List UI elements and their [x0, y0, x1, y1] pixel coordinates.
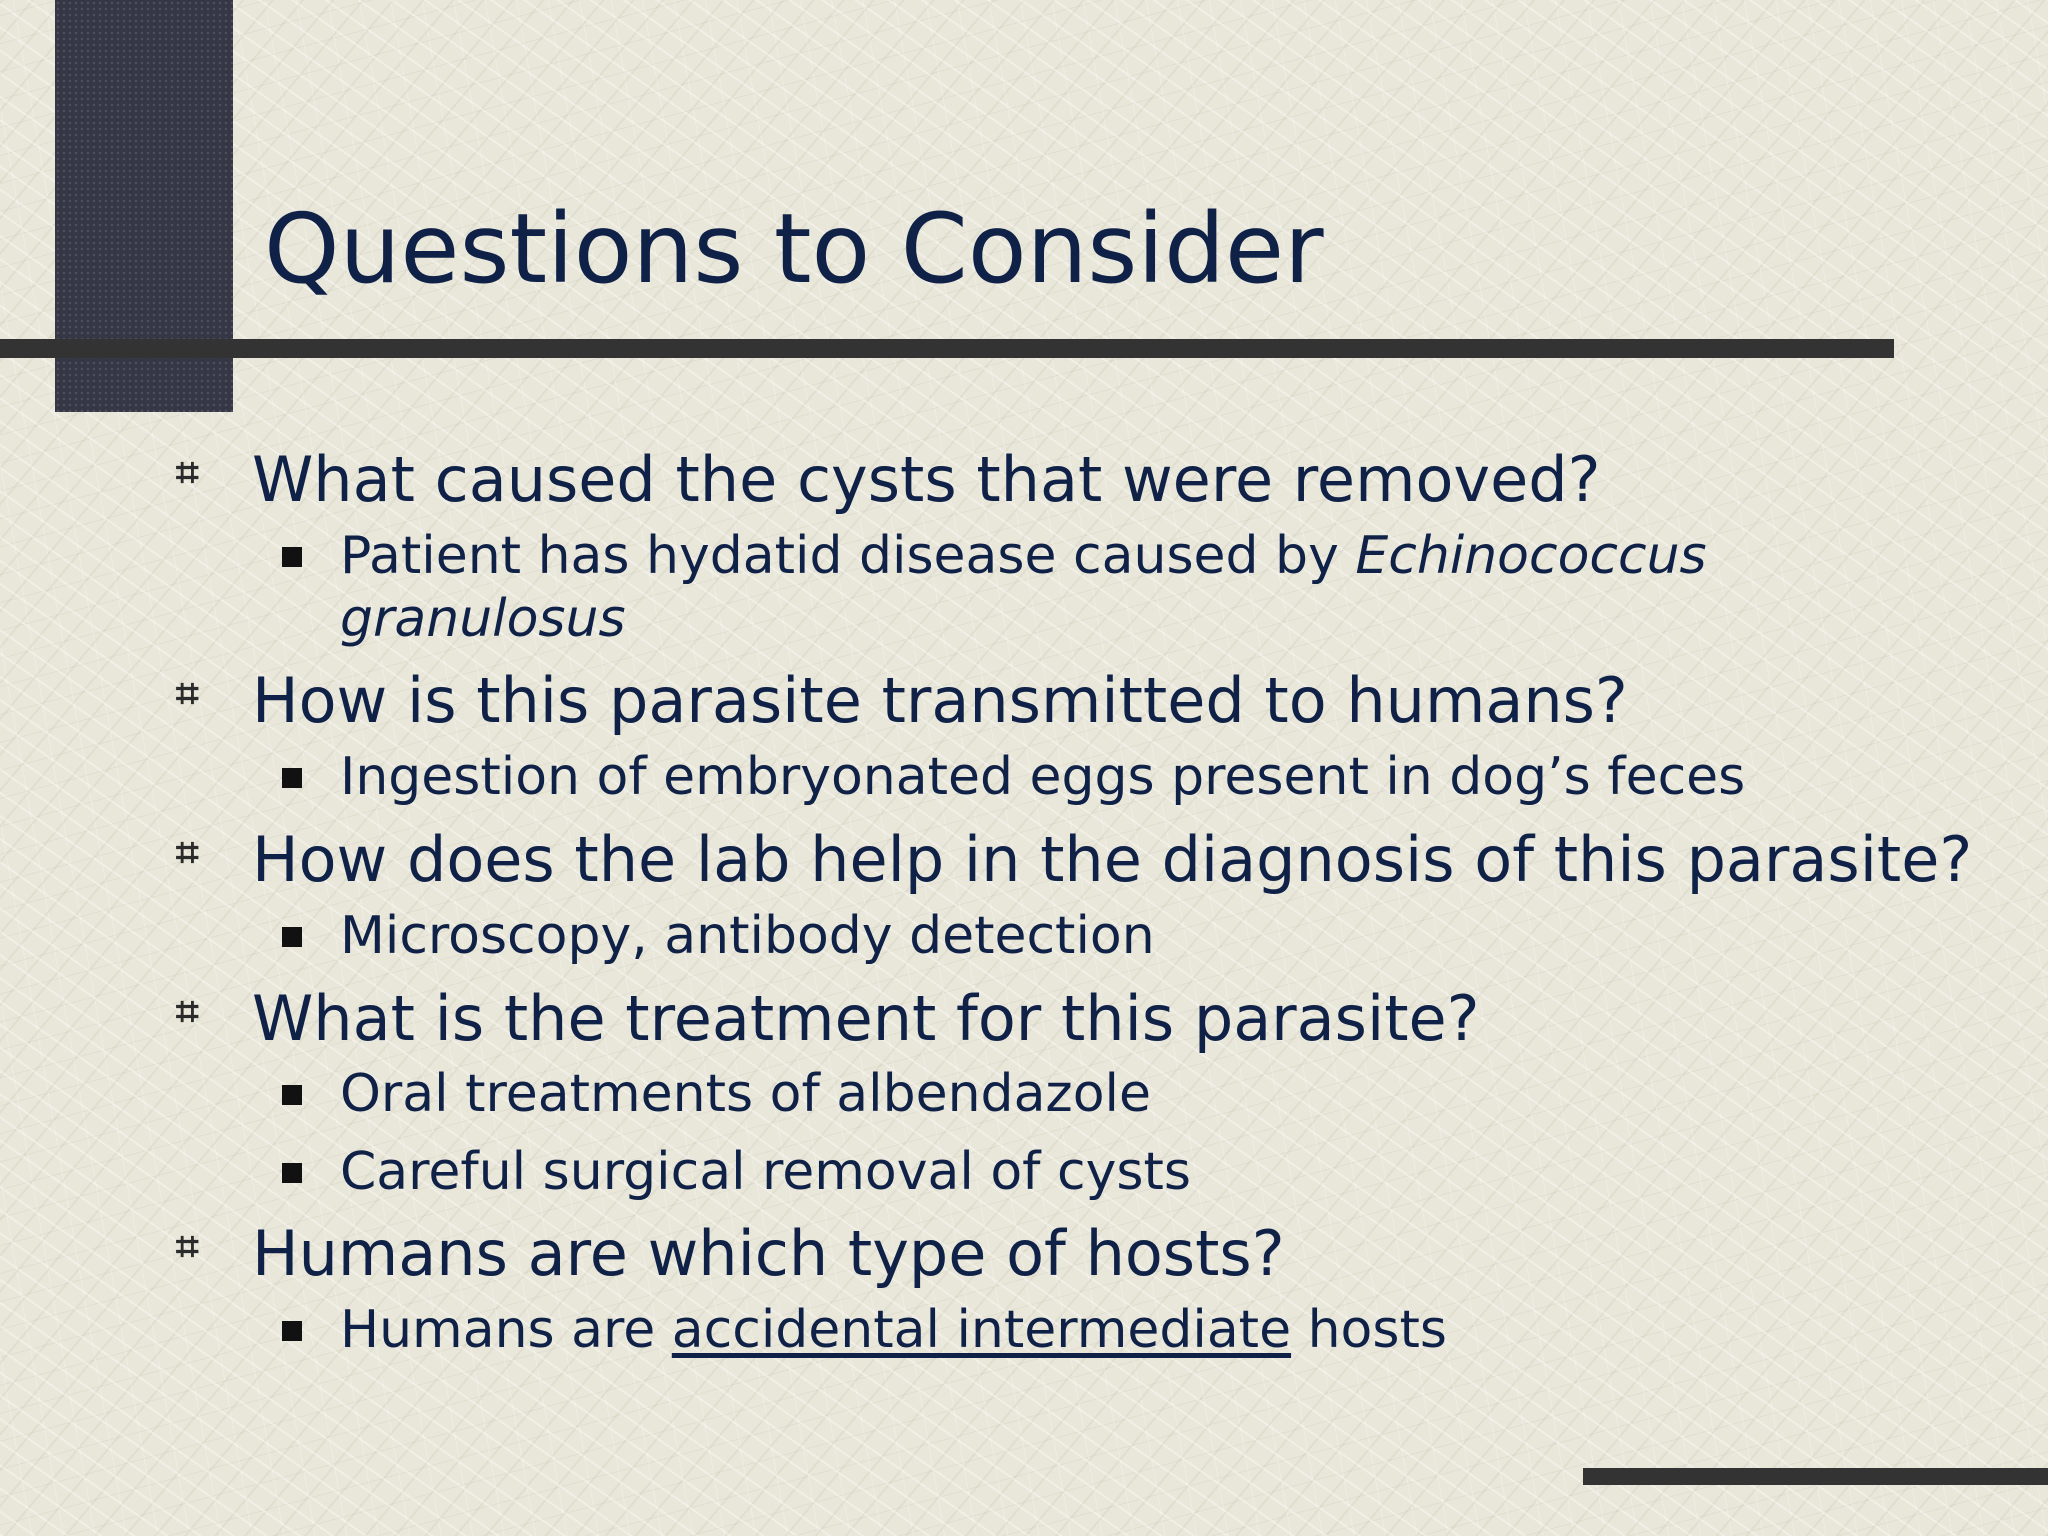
answer-item-4-2 [280, 1141, 1191, 1204]
question-item-5 [176, 1218, 1285, 1289]
answer-text [340, 1299, 1447, 1362]
answer-text: Microscopy, antibody detection [340, 906, 1155, 966]
footer-divider [1583, 1468, 2048, 1485]
answer-text-suffix: hosts [1291, 1300, 1447, 1360]
square-bullet-icon [280, 525, 340, 567]
answer-item-1-1 [280, 525, 1707, 651]
species-name: granulosus [340, 589, 626, 649]
answer-item-4-1 [280, 1063, 1151, 1126]
title-divider [0, 339, 1894, 358]
hash-bullet-icon: ⌗ [176, 1224, 199, 1270]
question-text: How is this parasite transmitted to humans? [252, 664, 1628, 737]
answer-item-3-1 [280, 905, 1155, 968]
species-genus: Echinococcus [1355, 526, 1707, 586]
question-item-4 [176, 983, 1480, 1054]
square-bullet-icon [280, 746, 340, 788]
answer-text-prefix: Humans are [340, 1300, 672, 1360]
question-text: Humans are which type of hosts? [252, 1217, 1285, 1290]
hash-bullet-icon: ⌗ [176, 989, 199, 1035]
hash-bullet-icon: ⌗ [176, 830, 199, 876]
hash-bullet-icon: ⌗ [176, 671, 199, 717]
square-bullet-icon [280, 1141, 340, 1183]
answer-text: Oral treatments of albendazole [340, 1064, 1151, 1124]
answer-text: Ingestion of embryonated eggs present in dog’s feces [340, 747, 1746, 807]
question-item-2 [176, 665, 1628, 736]
question-text: What caused the cysts that were removed? [252, 443, 1601, 516]
square-bullet-icon [280, 1063, 340, 1105]
square-bullet-icon [280, 1299, 340, 1341]
question-text: How does the lab help in the diagnosis of this parasite? [252, 823, 1973, 896]
underlined-term: accidental intermediate [671, 1300, 1292, 1360]
square-bullet-icon [280, 905, 340, 947]
hash-bullet-icon: ⌗ [176, 450, 199, 496]
answer-text-prefix: Patient has hydatid disease caused by [340, 526, 1356, 586]
answer-text: Careful surgical removal of cysts [340, 1142, 1191, 1202]
question-item-1 [176, 444, 1601, 515]
slide-title: Questions to Consider [264, 193, 1324, 305]
answer-item-5-1 [280, 1299, 1447, 1362]
answer-text [340, 525, 1707, 651]
answer-item-2-1 [280, 746, 1745, 809]
question-item-3 [176, 824, 1972, 895]
question-text: What is the treatment for this parasite? [252, 982, 1480, 1055]
